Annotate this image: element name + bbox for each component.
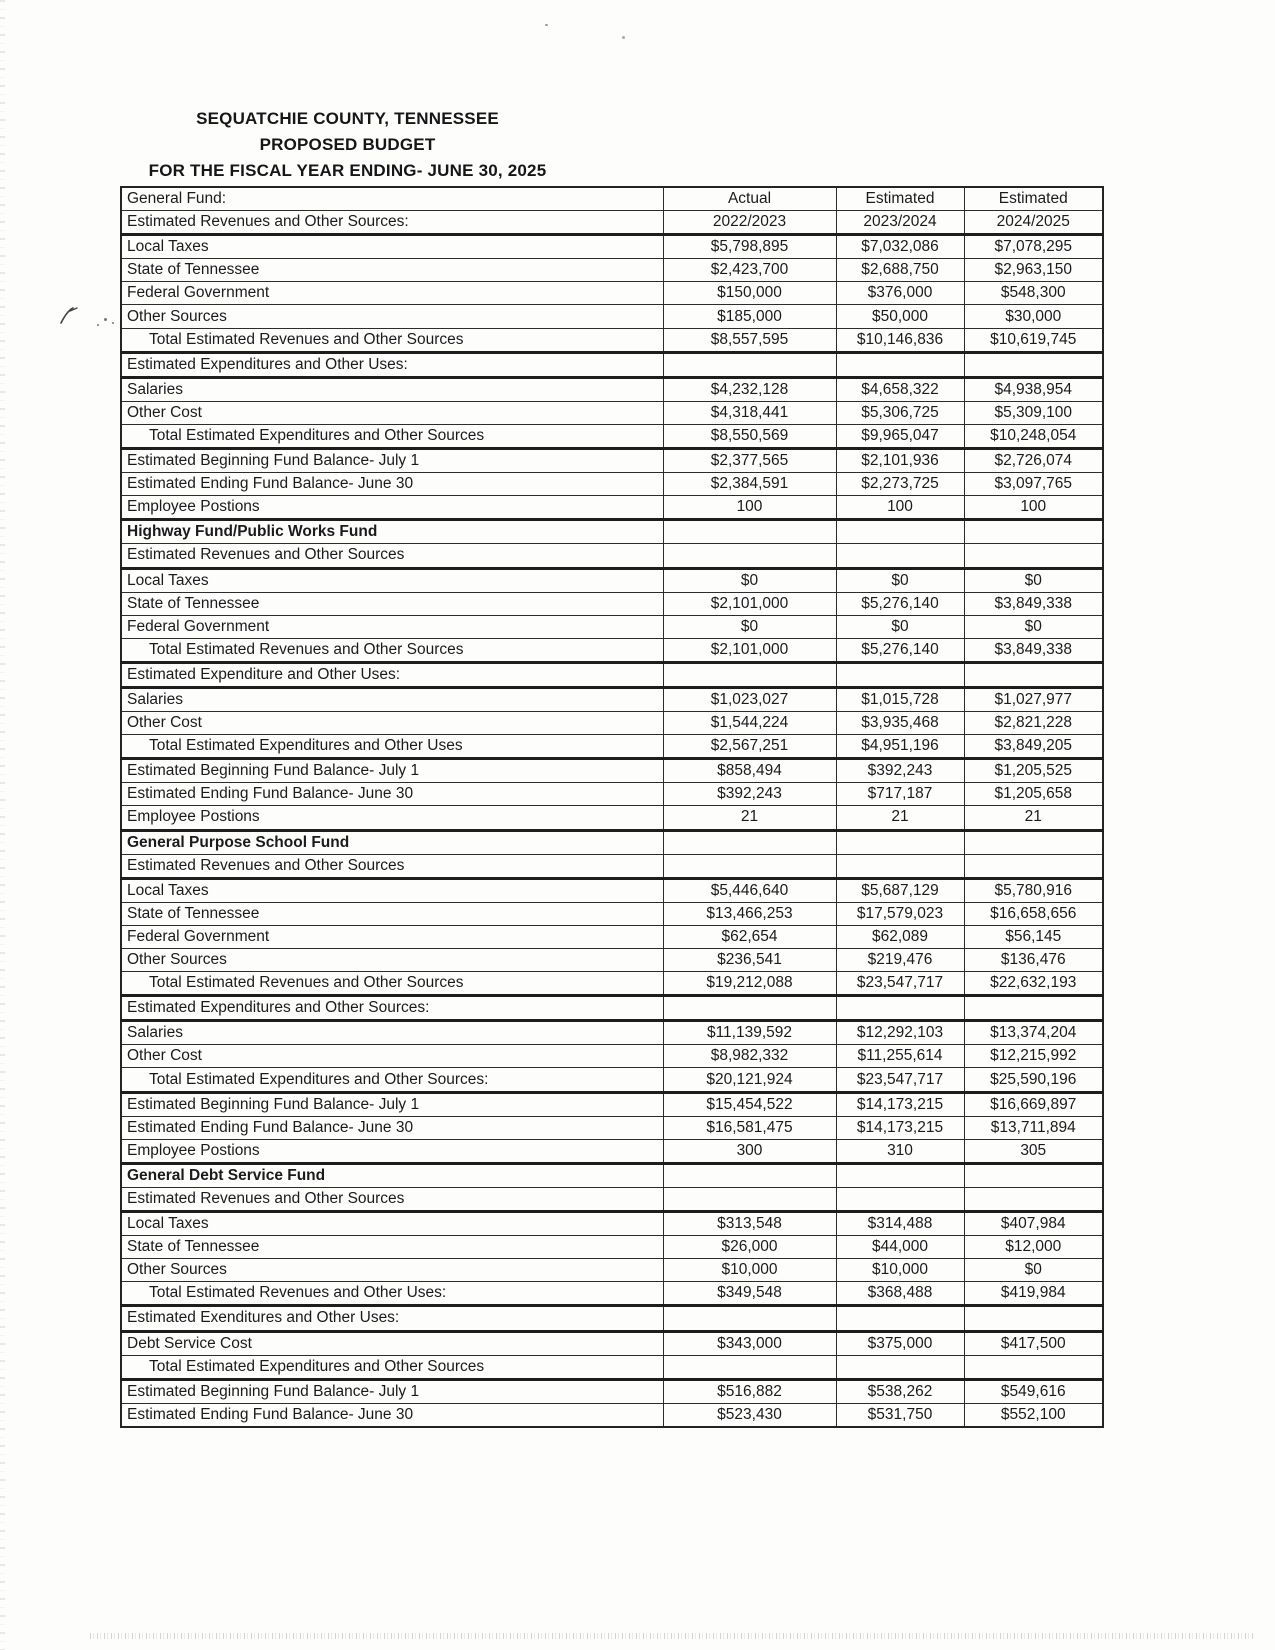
row-label-cell: Other Sources	[121, 949, 663, 972]
estimated-2024-2025-cell: $0	[964, 1259, 1103, 1282]
estimated-2024-2025-cell: $1,205,525	[964, 759, 1103, 783]
actual-2022-2023-cell: $313,548	[663, 1212, 836, 1236]
estimated-2023-2024-cell	[836, 830, 964, 854]
estimated-2024-2025-cell	[964, 1306, 1103, 1331]
estimated-2023-2024-cell: 310	[836, 1139, 964, 1163]
actual-2022-2023-cell: $5,446,640	[663, 878, 836, 902]
estimated-2023-2024-cell: $12,292,103	[836, 1021, 964, 1045]
estimated-2023-2024-cell: $1,015,728	[836, 687, 964, 711]
estimated-2024-2025-cell: 100	[964, 496, 1103, 520]
row-label-cell: Other Cost	[121, 712, 663, 735]
actual-2022-2023-cell	[663, 1306, 836, 1331]
estimated-2024-2025-cell	[964, 662, 1103, 687]
document-title-line2: PROPOSED BUDGET	[259, 135, 436, 154]
estimated-2023-2024-cell: $531,750	[836, 1403, 964, 1427]
actual-2022-2023-cell	[663, 1163, 836, 1187]
actual-2022-2023-cell: $19,212,088	[663, 972, 836, 996]
estimated-2023-2024-cell: Estimated	[836, 187, 964, 211]
actual-2022-2023-cell: $392,243	[663, 783, 836, 806]
estimated-2024-2025-cell: $16,669,897	[964, 1092, 1103, 1116]
actual-2022-2023-cell: $1,544,224	[663, 712, 836, 735]
estimated-2024-2025-cell: $2,963,150	[964, 259, 1103, 282]
table-row	[121, 282, 1103, 305]
actual-2022-2023-cell: $4,232,128	[663, 377, 836, 401]
estimated-2023-2024-cell: $10,000	[836, 1259, 964, 1282]
estimated-2023-2024-cell: $368,488	[836, 1282, 964, 1306]
estimated-2023-2024-cell: $9,965,047	[836, 424, 964, 448]
actual-2022-2023-cell: $150,000	[663, 282, 836, 305]
estimated-2023-2024-cell: 2023/2024	[836, 211, 964, 235]
row-label-cell: State of Tennessee	[121, 592, 663, 615]
row-label-cell: Estimated Ending Fund Balance- June 30	[121, 473, 663, 496]
table-row	[121, 401, 1103, 424]
row-label-cell: Employee Postions	[121, 806, 663, 830]
estimated-2023-2024-cell	[836, 1187, 964, 1211]
table-row	[121, 1306, 1103, 1331]
estimated-2023-2024-cell: $14,173,215	[836, 1092, 964, 1116]
estimated-2023-2024-cell: $4,658,322	[836, 377, 964, 401]
estimated-2024-2025-cell: $419,984	[964, 1282, 1103, 1306]
estimated-2023-2024-cell: $314,488	[836, 1212, 964, 1236]
estimated-2023-2024-cell	[836, 520, 964, 544]
row-label-cell: General Debt Service Fund	[121, 1163, 663, 1187]
row-label-cell: Estimated Expenditures and Other Uses:	[121, 352, 663, 377]
estimated-2023-2024-cell: $44,000	[836, 1236, 964, 1259]
table-row	[121, 496, 1103, 520]
document-title-line1: SEQUATCHIE COUNTY, TENNESSEE	[196, 109, 499, 128]
estimated-2024-2025-cell	[964, 854, 1103, 878]
table-row	[121, 735, 1103, 759]
actual-2022-2023-cell	[663, 830, 836, 854]
estimated-2023-2024-cell: $5,687,129	[836, 878, 964, 902]
row-label-cell: Highway Fund/Public Works Fund	[121, 520, 663, 544]
estimated-2023-2024-cell: $23,547,717	[836, 972, 964, 996]
table-row	[121, 259, 1103, 282]
actual-2022-2023-cell: $8,557,595	[663, 328, 836, 352]
estimated-2023-2024-cell: $2,273,725	[836, 473, 964, 496]
estimated-2024-2025-cell: $13,711,894	[964, 1116, 1103, 1139]
estimated-2024-2025-cell: $13,374,204	[964, 1021, 1103, 1045]
actual-2022-2023-cell: $185,000	[663, 305, 836, 328]
table-row	[121, 806, 1103, 830]
row-label-cell: Estimated Revenues and Other Sources:	[121, 211, 663, 235]
actual-2022-2023-cell	[663, 352, 836, 377]
estimated-2024-2025-cell: $25,590,196	[964, 1068, 1103, 1092]
row-label-cell: Estimated Revenues and Other Sources	[121, 1187, 663, 1211]
actual-2022-2023-cell: $20,121,924	[663, 1068, 836, 1092]
row-label-cell: Salaries	[121, 687, 663, 711]
estimated-2023-2024-cell	[836, 1163, 964, 1187]
estimated-2023-2024-cell: $717,187	[836, 783, 964, 806]
row-label-cell: Local Taxes	[121, 235, 663, 259]
estimated-2023-2024-cell: $2,688,750	[836, 259, 964, 282]
actual-2022-2023-cell: $0	[663, 615, 836, 638]
row-label-cell: Other Sources	[121, 305, 663, 328]
estimated-2024-2025-cell: 305	[964, 1139, 1103, 1163]
estimated-2023-2024-cell: $5,276,140	[836, 592, 964, 615]
actual-2022-2023-cell: $15,454,522	[663, 1092, 836, 1116]
document-title-line3: FOR THE FISCAL YEAR ENDING- JUNE 30, 2025	[148, 161, 547, 180]
estimated-2024-2025-cell: $5,309,100	[964, 401, 1103, 424]
estimated-2023-2024-cell: 100	[836, 496, 964, 520]
table-row	[121, 1021, 1103, 1045]
row-label-cell: Local Taxes	[121, 1212, 663, 1236]
estimated-2024-2025-cell: 21	[964, 806, 1103, 830]
scan-noise-bottom-edge	[90, 1633, 1255, 1639]
actual-2022-2023-cell: $523,430	[663, 1403, 836, 1427]
row-label-cell: State of Tennessee	[121, 1236, 663, 1259]
row-label-cell: Salaries	[121, 377, 663, 401]
actual-2022-2023-cell	[663, 1355, 836, 1379]
estimated-2024-2025-cell	[964, 1355, 1103, 1379]
table-row	[121, 352, 1103, 377]
row-label-cell: Federal Government	[121, 925, 663, 948]
estimated-2024-2025-cell	[964, 996, 1103, 1021]
actual-2022-2023-cell: $5,798,895	[663, 235, 836, 259]
estimated-2023-2024-cell	[836, 996, 964, 1021]
table-row	[121, 568, 1103, 592]
table-row	[121, 1282, 1103, 1306]
estimated-2024-2025-cell	[964, 830, 1103, 854]
actual-2022-2023-cell: $2,101,000	[663, 592, 836, 615]
row-label-cell: Estimated Exenditures and Other Uses:	[121, 1306, 663, 1331]
row-label-cell: Total Estimated Revenues and Other Uses:	[121, 1282, 663, 1306]
budget-table	[120, 186, 1104, 1428]
row-label-cell: State of Tennessee	[121, 259, 663, 282]
estimated-2024-2025-cell: $22,632,193	[964, 972, 1103, 996]
row-label-cell: Employee Postions	[121, 1139, 663, 1163]
row-label-cell: State of Tennessee	[121, 902, 663, 925]
estimated-2024-2025-cell: $552,100	[964, 1403, 1103, 1427]
estimated-2024-2025-cell: $548,300	[964, 282, 1103, 305]
estimated-2024-2025-cell: $1,205,658	[964, 783, 1103, 806]
estimated-2023-2024-cell: $17,579,023	[836, 902, 964, 925]
row-label-cell: Other Cost	[121, 401, 663, 424]
actual-2022-2023-cell: $236,541	[663, 949, 836, 972]
table-row	[121, 187, 1103, 211]
table-row	[121, 1068, 1103, 1092]
estimated-2023-2024-cell: $375,000	[836, 1331, 964, 1355]
table-row	[121, 878, 1103, 902]
estimated-2024-2025-cell: $16,658,656	[964, 902, 1103, 925]
table-row	[121, 1379, 1103, 1403]
actual-2022-2023-cell: $11,139,592	[663, 1021, 836, 1045]
actual-2022-2023-cell: $1,023,027	[663, 687, 836, 711]
row-label-cell: Total Estimated Expenditures and Other Sources	[121, 1355, 663, 1379]
estimated-2023-2024-cell: $5,306,725	[836, 401, 964, 424]
scan-dot	[104, 318, 107, 321]
row-label-cell: Estimated Revenues and Other Sources	[121, 854, 663, 878]
table-row	[121, 783, 1103, 806]
row-label-cell: Estimated Beginning Fund Balance- July 1	[121, 1379, 663, 1403]
scan-dot	[97, 324, 99, 326]
row-label-cell: General Purpose School Fund	[121, 830, 663, 854]
table-row	[121, 687, 1103, 711]
scan-speck	[622, 36, 625, 39]
estimated-2023-2024-cell: $2,101,936	[836, 449, 964, 473]
actual-2022-2023-cell: $2,101,000	[663, 638, 836, 662]
actual-2022-2023-cell: $2,377,565	[663, 449, 836, 473]
estimated-2023-2024-cell: $392,243	[836, 759, 964, 783]
table-row	[121, 1236, 1103, 1259]
estimated-2024-2025-cell	[964, 1187, 1103, 1211]
actual-2022-2023-cell	[663, 520, 836, 544]
table-row	[121, 328, 1103, 352]
table-row	[121, 1139, 1103, 1163]
table-row	[121, 949, 1103, 972]
estimated-2023-2024-cell: $11,255,614	[836, 1045, 964, 1068]
estimated-2024-2025-cell: $3,849,205	[964, 735, 1103, 759]
table-row	[121, 830, 1103, 854]
scan-speck	[545, 24, 548, 26]
estimated-2023-2024-cell: $4,951,196	[836, 735, 964, 759]
row-label-cell: Federal Government	[121, 282, 663, 305]
estimated-2024-2025-cell: $417,500	[964, 1331, 1103, 1355]
table-row	[121, 638, 1103, 662]
estimated-2024-2025-cell: $10,619,745	[964, 328, 1103, 352]
actual-2022-2023-cell: $16,581,475	[663, 1116, 836, 1139]
row-label-cell: Total Estimated Revenues and Other Sources	[121, 972, 663, 996]
row-label-cell: General Fund:	[121, 187, 663, 211]
actual-2022-2023-cell: 2022/2023	[663, 211, 836, 235]
row-label-cell: Total Estimated Revenues and Other Sources	[121, 638, 663, 662]
actual-2022-2023-cell	[663, 854, 836, 878]
estimated-2023-2024-cell: $5,276,140	[836, 638, 964, 662]
row-label-cell: Estimated Ending Fund Balance- June 30	[121, 1116, 663, 1139]
estimated-2023-2024-cell	[836, 854, 964, 878]
row-label-cell: Employee Postions	[121, 496, 663, 520]
estimated-2024-2025-cell: $4,938,954	[964, 377, 1103, 401]
table-row	[121, 449, 1103, 473]
row-label-cell: Other Cost	[121, 1045, 663, 1068]
table-row	[121, 473, 1103, 496]
table-row	[121, 424, 1103, 448]
row-label-cell: Total Estimated Expenditures and Other Uses	[121, 735, 663, 759]
actual-2022-2023-cell: $2,423,700	[663, 259, 836, 282]
estimated-2024-2025-cell: $56,145	[964, 925, 1103, 948]
actual-2022-2023-cell	[663, 996, 836, 1021]
estimated-2024-2025-cell: $12,215,992	[964, 1045, 1103, 1068]
estimated-2023-2024-cell: $62,089	[836, 925, 964, 948]
row-label-cell: Total Estimated Expenditures and Other Sources	[121, 424, 663, 448]
estimated-2024-2025-cell: $1,027,977	[964, 687, 1103, 711]
estimated-2023-2024-cell: $376,000	[836, 282, 964, 305]
row-label-cell: Debt Service Cost	[121, 1331, 663, 1355]
table-row	[121, 972, 1103, 996]
estimated-2024-2025-cell	[964, 544, 1103, 568]
estimated-2023-2024-cell: $14,173,215	[836, 1116, 964, 1139]
row-label-cell: Local Taxes	[121, 568, 663, 592]
table-row	[121, 1116, 1103, 1139]
table-row	[121, 759, 1103, 783]
table-row	[121, 1092, 1103, 1116]
actual-2022-2023-cell	[663, 544, 836, 568]
actual-2022-2023-cell: $349,548	[663, 1282, 836, 1306]
actual-2022-2023-cell: $8,550,569	[663, 424, 836, 448]
estimated-2024-2025-cell	[964, 352, 1103, 377]
row-label-cell: Other Sources	[121, 1259, 663, 1282]
estimated-2024-2025-cell: $3,097,765	[964, 473, 1103, 496]
estimated-2024-2025-cell	[964, 1163, 1103, 1187]
table-row	[121, 902, 1103, 925]
estimated-2024-2025-cell: $549,616	[964, 1379, 1103, 1403]
estimated-2023-2024-cell: $23,547,717	[836, 1068, 964, 1092]
row-label-cell: Estimated Ending Fund Balance- June 30	[121, 1403, 663, 1427]
actual-2022-2023-cell: $2,384,591	[663, 473, 836, 496]
estimated-2024-2025-cell: $0	[964, 568, 1103, 592]
actual-2022-2023-cell: $13,466,253	[663, 902, 836, 925]
row-label-cell: Estimated Beginning Fund Balance- July 1	[121, 1092, 663, 1116]
estimated-2024-2025-cell: $136,476	[964, 949, 1103, 972]
row-label-cell: Total Estimated Revenues and Other Sources	[121, 328, 663, 352]
estimated-2024-2025-cell: $3,849,338	[964, 638, 1103, 662]
table-row	[121, 925, 1103, 948]
estimated-2024-2025-cell: $5,780,916	[964, 878, 1103, 902]
estimated-2024-2025-cell: $12,000	[964, 1236, 1103, 1259]
estimated-2024-2025-cell: $30,000	[964, 305, 1103, 328]
estimated-2023-2024-cell: $3,935,468	[836, 712, 964, 735]
table-row	[121, 996, 1103, 1021]
estimated-2023-2024-cell	[836, 662, 964, 687]
estimated-2023-2024-cell	[836, 544, 964, 568]
table-row	[121, 1259, 1103, 1282]
actual-2022-2023-cell	[663, 1187, 836, 1211]
table-row	[121, 235, 1103, 259]
actual-2022-2023-cell: 300	[663, 1139, 836, 1163]
actual-2022-2023-cell: $2,567,251	[663, 735, 836, 759]
table-row	[121, 712, 1103, 735]
actual-2022-2023-cell: $62,654	[663, 925, 836, 948]
estimated-2023-2024-cell	[836, 1355, 964, 1379]
row-label-cell: Estimated Revenues and Other Sources	[121, 544, 663, 568]
estimated-2023-2024-cell: $0	[836, 568, 964, 592]
estimated-2023-2024-cell: $50,000	[836, 305, 964, 328]
table-row	[121, 662, 1103, 687]
row-label-cell: Estimated Beginning Fund Balance- July 1	[121, 759, 663, 783]
row-label-cell: Estimated Expenditure and Other Uses:	[121, 662, 663, 687]
table-row	[121, 1355, 1103, 1379]
estimated-2023-2024-cell: $0	[836, 615, 964, 638]
scan-noise-left-edge	[0, 0, 5, 1650]
actual-2022-2023-cell: $0	[663, 568, 836, 592]
estimated-2024-2025-cell: $7,078,295	[964, 235, 1103, 259]
actual-2022-2023-cell: 21	[663, 806, 836, 830]
row-label-cell: Estimated Ending Fund Balance- June 30	[121, 783, 663, 806]
estimated-2024-2025-cell: Estimated	[964, 187, 1103, 211]
estimated-2024-2025-cell: $2,726,074	[964, 449, 1103, 473]
estimated-2023-2024-cell: $219,476	[836, 949, 964, 972]
actual-2022-2023-cell: $8,982,332	[663, 1045, 836, 1068]
estimated-2024-2025-cell: $10,248,054	[964, 424, 1103, 448]
table-row	[121, 211, 1103, 235]
estimated-2024-2025-cell	[964, 520, 1103, 544]
estimated-2024-2025-cell: 2024/2025	[964, 211, 1103, 235]
table-row	[121, 1212, 1103, 1236]
estimated-2023-2024-cell	[836, 352, 964, 377]
row-label-cell: Total Estimated Expenditures and Other Sources:	[121, 1068, 663, 1092]
budget-table-body	[121, 187, 1103, 1427]
table-row	[121, 1163, 1103, 1187]
document-title-block	[120, 106, 575, 184]
row-label-cell: Estimated Beginning Fund Balance- July 1	[121, 449, 663, 473]
row-label-cell: Federal Government	[121, 615, 663, 638]
table-row	[121, 592, 1103, 615]
estimated-2023-2024-cell: $538,262	[836, 1379, 964, 1403]
table-row	[121, 1045, 1103, 1068]
estimated-2023-2024-cell: $10,146,836	[836, 328, 964, 352]
actual-2022-2023-cell: $343,000	[663, 1331, 836, 1355]
table-row	[121, 1187, 1103, 1211]
table-row	[121, 615, 1103, 638]
handwritten-pen-mark	[56, 300, 86, 330]
estimated-2024-2025-cell: $407,984	[964, 1212, 1103, 1236]
table-row	[121, 377, 1103, 401]
actual-2022-2023-cell: $26,000	[663, 1236, 836, 1259]
actual-2022-2023-cell: $10,000	[663, 1259, 836, 1282]
estimated-2024-2025-cell: $0	[964, 615, 1103, 638]
table-row	[121, 1403, 1103, 1427]
estimated-2024-2025-cell: $3,849,338	[964, 592, 1103, 615]
actual-2022-2023-cell: Actual	[663, 187, 836, 211]
actual-2022-2023-cell	[663, 662, 836, 687]
table-row	[121, 544, 1103, 568]
actual-2022-2023-cell: $516,882	[663, 1379, 836, 1403]
estimated-2024-2025-cell: $2,821,228	[964, 712, 1103, 735]
row-label-cell: Estimated Expenditures and Other Sources:	[121, 996, 663, 1021]
row-label-cell: Local Taxes	[121, 878, 663, 902]
table-row	[121, 1331, 1103, 1355]
row-label-cell: Salaries	[121, 1021, 663, 1045]
actual-2022-2023-cell: $858,494	[663, 759, 836, 783]
table-row	[121, 520, 1103, 544]
estimated-2023-2024-cell: 21	[836, 806, 964, 830]
table-row	[121, 305, 1103, 328]
scan-dot	[112, 322, 114, 324]
actual-2022-2023-cell: 100	[663, 496, 836, 520]
estimated-2023-2024-cell	[836, 1306, 964, 1331]
table-row	[121, 854, 1103, 878]
actual-2022-2023-cell: $4,318,441	[663, 401, 836, 424]
estimated-2023-2024-cell: $7,032,086	[836, 235, 964, 259]
